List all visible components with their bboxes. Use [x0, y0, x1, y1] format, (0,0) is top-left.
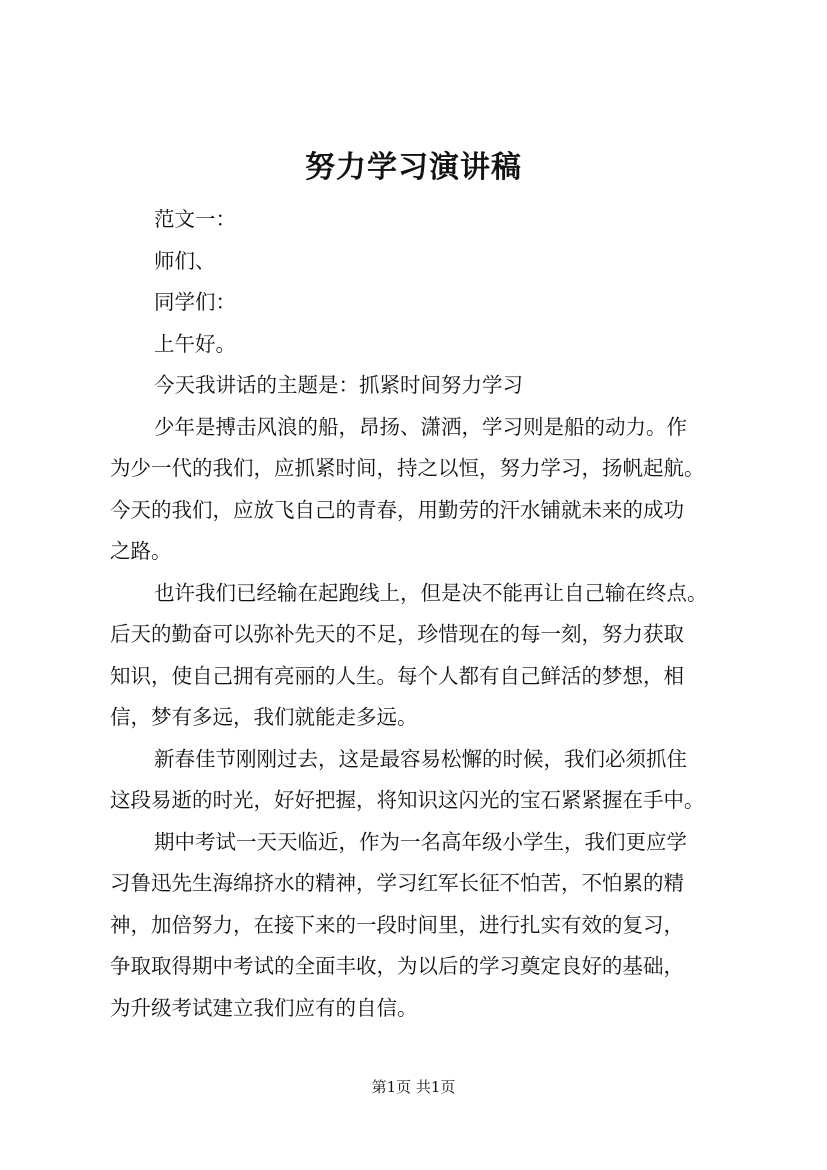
document-title: 努力学习演讲稿 [305, 150, 522, 185]
text-line: 今天我讲话的主题是：抓紧时间努力学习 [154, 373, 523, 397]
text-line: 范文一： [154, 207, 236, 231]
text-line: 信，梦有多远，我们就能走多远。 [110, 705, 418, 729]
text-line: 为少一代的我们，应抓紧时间，持之以恒，努力学习，扬帆起航。 [110, 456, 705, 480]
text-line: 神，加倍努力，在接下来的一段时间里，进行扎实有效的复习， [110, 912, 684, 937]
page-footer: 第1页 共1页 [371, 1078, 456, 1096]
text-line: 上午好。 [154, 331, 236, 356]
text-line: 知识，使自己拥有亮丽的人生。每个人都有自己鲜活的梦想，相 [110, 663, 684, 688]
text-line: 为升级考试建立我们应有的自信。 [110, 995, 418, 1020]
text-line: 争取取得期中考试的全面丰收，为以后的学习奠定良好的基础， [110, 954, 684, 978]
text-line: 今天的我们，应放飞自己的青春，用勤劳的汗水铺就未来的成功 [110, 497, 684, 522]
text-line: 后天的勤奋可以弥补先天的不足，珍惜现在的每一刻，努力获取 [110, 622, 684, 646]
document-body [110, 199, 742, 1029]
text-line: 之路。 [110, 539, 172, 563]
text-line: 期中考试一天天临近，作为一名高年级小学生，我们更应学 [154, 829, 687, 854]
text-line: 这段易逝的时光，好好把握，将知识这闪光的宝石紧紧握在手中。 [110, 788, 705, 812]
text-line: 习鲁迅先生海绵挤水的精神，学习红军长征不怕苦，不怕累的精 [110, 871, 684, 895]
text-line: 师们、 [154, 248, 216, 273]
text-line: 也许我们已经输在起跑线上，但是决不能再让自己输在终点。 [154, 580, 708, 605]
text-line: 少年是搏击风浪的船，昂扬、潇洒，学习则是船的动力。作 [154, 414, 687, 439]
text-line: 新春佳节刚刚过去，这是最容易松懈的时候，我们必须抓住 [154, 746, 687, 771]
text-line: 同学们： [154, 290, 236, 314]
